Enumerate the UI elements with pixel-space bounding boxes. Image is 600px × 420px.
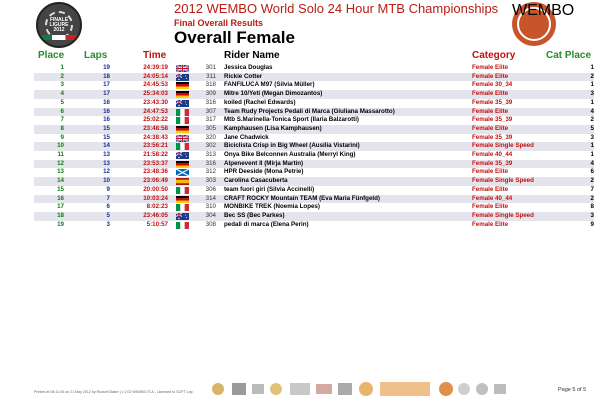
table-row xyxy=(34,195,594,204)
flag-icon-gb xyxy=(176,135,189,142)
column-header-rider: Rider Name xyxy=(224,50,280,61)
category-cell: Female Single Speed xyxy=(472,177,534,185)
sponsor-logo xyxy=(476,383,488,395)
category-cell: Female 40_44 xyxy=(472,194,513,202)
flag-icon-de xyxy=(176,91,189,98)
table-row xyxy=(34,73,594,82)
place-cell: 9 xyxy=(60,133,64,141)
sponsor-logo xyxy=(252,384,264,394)
cat-place-cell: 7 xyxy=(590,185,594,193)
laps-cell: 6 xyxy=(106,203,110,211)
laps-cell: 5 xyxy=(106,211,110,219)
time-cell: 23:46:05 xyxy=(143,211,168,219)
place-cell: 11 xyxy=(57,151,64,158)
table-row xyxy=(34,116,594,125)
cat-place-cell: 8 xyxy=(590,203,594,211)
time-cell: 5:10:57 xyxy=(146,220,168,228)
flag-icon-au xyxy=(176,74,189,81)
category-cell: Female Single Speed xyxy=(472,142,534,150)
category-cell: Female 35_39 xyxy=(472,98,513,106)
cat-place-cell: 5 xyxy=(590,124,594,132)
laps-cell: 14 xyxy=(103,142,110,150)
flag-icon-au xyxy=(176,213,189,220)
laps-cell: 9 xyxy=(106,185,110,193)
category-cell: Female Elite xyxy=(472,72,509,80)
flag-icon-au xyxy=(176,152,189,159)
table-row xyxy=(34,108,594,117)
rider-number-cell: 310 xyxy=(205,203,216,211)
place-cell: 7 xyxy=(60,116,64,124)
time-cell: 24:39:19 xyxy=(143,64,168,71)
laps-cell: 3 xyxy=(106,220,110,228)
table-row xyxy=(34,221,594,230)
time-cell: 23:56:21 xyxy=(143,142,168,150)
rider-name-cell: HPR Deeside (Mona Petrie) xyxy=(224,168,304,176)
rider-number-cell: 303 xyxy=(205,177,216,185)
column-header-time: Time xyxy=(143,50,167,61)
rider-name-cell: koiled (Rachel Edwards) xyxy=(224,98,296,106)
sponsor-logo xyxy=(316,384,332,394)
document-title: 2012 WEMBO World Solo 24 Hour MTB Championships xyxy=(174,1,499,16)
sponsor-logo xyxy=(232,383,246,395)
place-cell: 10 xyxy=(57,142,64,150)
place-cell: 6 xyxy=(60,107,64,115)
category-cell: Female 35_39 xyxy=(472,116,513,124)
cat-place-cell: 3 xyxy=(590,211,594,219)
time-cell: 23:48:58 xyxy=(143,124,168,132)
table-row xyxy=(34,203,594,212)
cat-place-cell: 2 xyxy=(590,116,594,124)
column-header-category: Category xyxy=(472,50,516,61)
laps-cell: 17 xyxy=(103,81,110,89)
sponsor-logo xyxy=(380,382,430,396)
table-row xyxy=(34,151,594,160)
laps-cell: 13 xyxy=(103,159,110,167)
cat-place-cell: 1 xyxy=(590,151,594,158)
laps-cell: 13 xyxy=(103,151,110,158)
cat-place-cell: 4 xyxy=(590,159,594,167)
rider-number-cell: 311 xyxy=(206,72,216,80)
laps-cell: 18 xyxy=(103,72,110,80)
rider-name-cell: FANFILUCA M97 (Silvia Müller) xyxy=(224,81,315,89)
place-cell: 16 xyxy=(57,194,64,202)
rider-number-cell: 314 xyxy=(205,194,216,202)
table-row xyxy=(34,81,594,90)
flag-icon-it xyxy=(176,117,189,124)
time-cell: 20:00:50 xyxy=(143,185,168,193)
rider-name-cell: MONBIKE TREK (Noemia Lopes) xyxy=(224,203,320,211)
category-cell: Female Elite xyxy=(472,90,509,98)
rider-name-cell: Kamphausen (Lisa Kamphausen) xyxy=(224,124,322,132)
category-cell: Female Elite xyxy=(472,185,509,193)
laps-cell: 7 xyxy=(106,194,110,202)
table-row xyxy=(34,142,594,151)
rider-number-cell: 316 xyxy=(205,98,216,106)
rider-number-cell: 308 xyxy=(205,220,216,228)
rider-name-cell: Jane Chadwick xyxy=(224,133,269,141)
page-number: Page 5 of 5 xyxy=(558,387,587,393)
event-logo-text: FINALE LIGURE 2012 xyxy=(49,17,69,33)
cat-place-cell: 3 xyxy=(590,90,594,98)
sponsor-logo xyxy=(290,383,310,395)
sponsor-logo xyxy=(270,383,282,395)
wembo-logo-text: WEMBO xyxy=(512,2,575,19)
rider-number-cell: 307 xyxy=(205,107,216,115)
rider-name-cell: Biciclista Crisp in Big Wheel (Ausilia Vistarini) xyxy=(224,142,360,150)
sponsor-logo xyxy=(494,384,506,394)
flag-icon-au xyxy=(176,100,189,107)
time-cell: 25:34:03 xyxy=(143,90,168,98)
laps-cell: 16 xyxy=(103,116,110,124)
rider-number-cell: 317 xyxy=(205,116,216,124)
rider-name-cell: Carolina Casacuberta xyxy=(224,177,288,185)
table-row xyxy=(34,125,594,134)
laps-cell: 16 xyxy=(103,98,110,106)
laps-cell: 17 xyxy=(103,90,110,98)
cat-place-cell: 1 xyxy=(590,81,594,89)
rider-number-cell: 301 xyxy=(205,64,216,71)
cat-place-cell: 1 xyxy=(590,64,594,71)
time-cell: 24:38:43 xyxy=(143,133,168,141)
flag-icon-de xyxy=(176,82,189,89)
flag-icon-de xyxy=(176,196,189,203)
table-row xyxy=(34,90,594,99)
rider-number-cell: 309 xyxy=(205,90,216,98)
place-cell: 18 xyxy=(57,211,64,219)
table-row xyxy=(34,186,594,195)
category-cell: Female Elite xyxy=(472,168,509,176)
category-cell: Female 35_39 xyxy=(472,159,513,167)
cat-place-cell: 2 xyxy=(590,194,594,202)
time-cell: 23:53:37 xyxy=(143,159,168,167)
table-row xyxy=(34,134,594,143)
sponsor-logo xyxy=(338,383,352,395)
rider-number-cell: 318 xyxy=(205,81,216,89)
place-cell: 17 xyxy=(57,203,64,211)
rider-name-cell: Rickie Cotter xyxy=(224,72,263,80)
laps-cell: 12 xyxy=(103,168,110,176)
sponsor-logo xyxy=(439,382,453,396)
place-cell: 13 xyxy=(57,168,64,176)
cat-place-cell: 6 xyxy=(590,168,594,176)
rider-number-cell: 304 xyxy=(205,211,216,219)
table-row xyxy=(34,64,594,73)
place-cell: 19 xyxy=(57,220,64,228)
flag-icon-de xyxy=(176,161,189,168)
event-logo xyxy=(36,2,82,48)
rider-name-cell: Mitre 10/Yeti (Megan Dimozantos) xyxy=(224,90,323,98)
place-cell: 1 xyxy=(60,64,64,71)
flag-icon-gb xyxy=(176,65,189,72)
category-cell: Female Elite xyxy=(472,107,509,115)
cat-place-cell: 1 xyxy=(590,98,594,106)
cat-place-cell: 2 xyxy=(590,177,594,185)
table-row xyxy=(34,160,594,169)
place-cell: 2 xyxy=(60,72,64,80)
place-cell: 12 xyxy=(57,159,64,167)
category-cell: Female 30_34 xyxy=(472,81,513,89)
laps-cell: 16 xyxy=(103,107,110,115)
laps-cell: 10 xyxy=(103,177,110,185)
rider-name-cell: CRAFT ROCKY Mountain TEAM (Eva Maria Fünfgeld) xyxy=(224,194,380,202)
time-cell: 25:02:22 xyxy=(143,116,168,124)
cat-place-cell: 1 xyxy=(590,142,594,150)
flag-icon-it xyxy=(176,109,189,116)
sponsor-logo xyxy=(212,383,224,395)
rider-number-cell: 316 xyxy=(205,159,216,167)
rider-name-cell: team fuori giri (Silvia Accinelli) xyxy=(224,185,315,193)
place-cell: 14 xyxy=(57,177,64,185)
column-header-cat-place: Cat Place xyxy=(546,50,592,61)
sponsor-logo xyxy=(458,383,470,395)
time-cell: 10:03:24 xyxy=(143,194,168,202)
flag-icon-it xyxy=(176,222,189,229)
cat-place-cell: 9 xyxy=(590,220,594,228)
category-cell: Female Elite xyxy=(472,64,509,71)
column-header-laps: Laps xyxy=(84,50,108,61)
flag-icon-es xyxy=(176,178,189,185)
laps-cell: 15 xyxy=(103,133,110,141)
cat-place-cell: 4 xyxy=(590,107,594,115)
sponsor-logo xyxy=(359,382,373,396)
logo-flag-stripe xyxy=(38,35,80,40)
flag-icon-it xyxy=(176,204,189,211)
time-cell: 23:43:30 xyxy=(143,98,168,106)
rider-name-cell: Team Rudy Projects Pedali di Marca (Giuliana Massarotto) xyxy=(224,107,395,115)
time-cell: 24:05:14 xyxy=(143,72,168,80)
time-cell: 21:58:22 xyxy=(143,151,168,158)
place-cell: 3 xyxy=(60,81,64,89)
rider-number-cell: 305 xyxy=(205,124,216,132)
rider-number-cell: 302 xyxy=(205,142,216,150)
category-cell: Female 35_39 xyxy=(472,133,513,141)
flag-icon-it xyxy=(176,187,189,194)
table-row xyxy=(34,212,594,221)
rider-number-cell: 312 xyxy=(205,168,216,176)
flag-icon-sc xyxy=(176,169,189,176)
time-cell: 8:02:23 xyxy=(146,203,168,211)
category-cell: Female Elite xyxy=(472,203,509,211)
print-info: Printed at 08:11:40 on 21 May 2012 by Russell Baker | v 2.02 WEMBO IT.A - Licensed to SOFT Lap xyxy=(34,390,193,394)
time-cell: 24:47:53 xyxy=(143,107,168,115)
flag-icon-de xyxy=(176,126,189,133)
time-cell: 24:45:53 xyxy=(143,81,168,89)
flag-icon-it xyxy=(176,143,189,150)
rider-number-cell: 306 xyxy=(205,185,216,193)
category-cell: Female 40_44 xyxy=(472,151,513,158)
place-cell: 8 xyxy=(60,124,64,132)
table-row xyxy=(34,99,594,108)
rider-name-cell: Alpenevent II (Mirja Martin) xyxy=(224,159,304,167)
rider-name-cell: Bec SS (Bec Parkes) xyxy=(224,211,285,219)
time-cell: 23:48:36 xyxy=(143,168,168,176)
sponsor-logos xyxy=(210,379,540,401)
rider-name-cell: Mtb S.Marinella-Tonica Sport (Ilaria Balzarotti) xyxy=(224,116,359,124)
rider-name-cell: Onya Bike Belconnen Australia (Merryl King) xyxy=(224,151,356,158)
rider-name-cell: Jessica Douglas xyxy=(224,64,273,71)
category-cell: Female Elite xyxy=(472,220,509,228)
rider-number-cell: 320 xyxy=(205,133,216,141)
rider-name-cell: pedali di marca (Elena Perin) xyxy=(224,220,309,228)
category-cell: Female Elite xyxy=(472,124,509,132)
results-heading: Overall Female xyxy=(174,28,295,47)
cat-place-cell: 2 xyxy=(590,72,594,80)
place-cell: 4 xyxy=(60,90,64,98)
category-cell: Female Single Speed xyxy=(472,211,534,219)
time-cell: 23:06:49 xyxy=(143,177,168,185)
laps-cell: 19 xyxy=(103,64,110,71)
place-cell: 15 xyxy=(57,185,64,193)
rider-number-cell: 313 xyxy=(205,151,216,158)
table-row xyxy=(34,177,594,186)
table-row xyxy=(34,168,594,177)
document-subtitle: Final Overall Results xyxy=(174,18,264,28)
place-cell: 5 xyxy=(60,98,64,106)
column-header-place: Place xyxy=(38,50,65,61)
cat-place-cell: 3 xyxy=(590,133,594,141)
laps-cell: 15 xyxy=(103,124,110,132)
